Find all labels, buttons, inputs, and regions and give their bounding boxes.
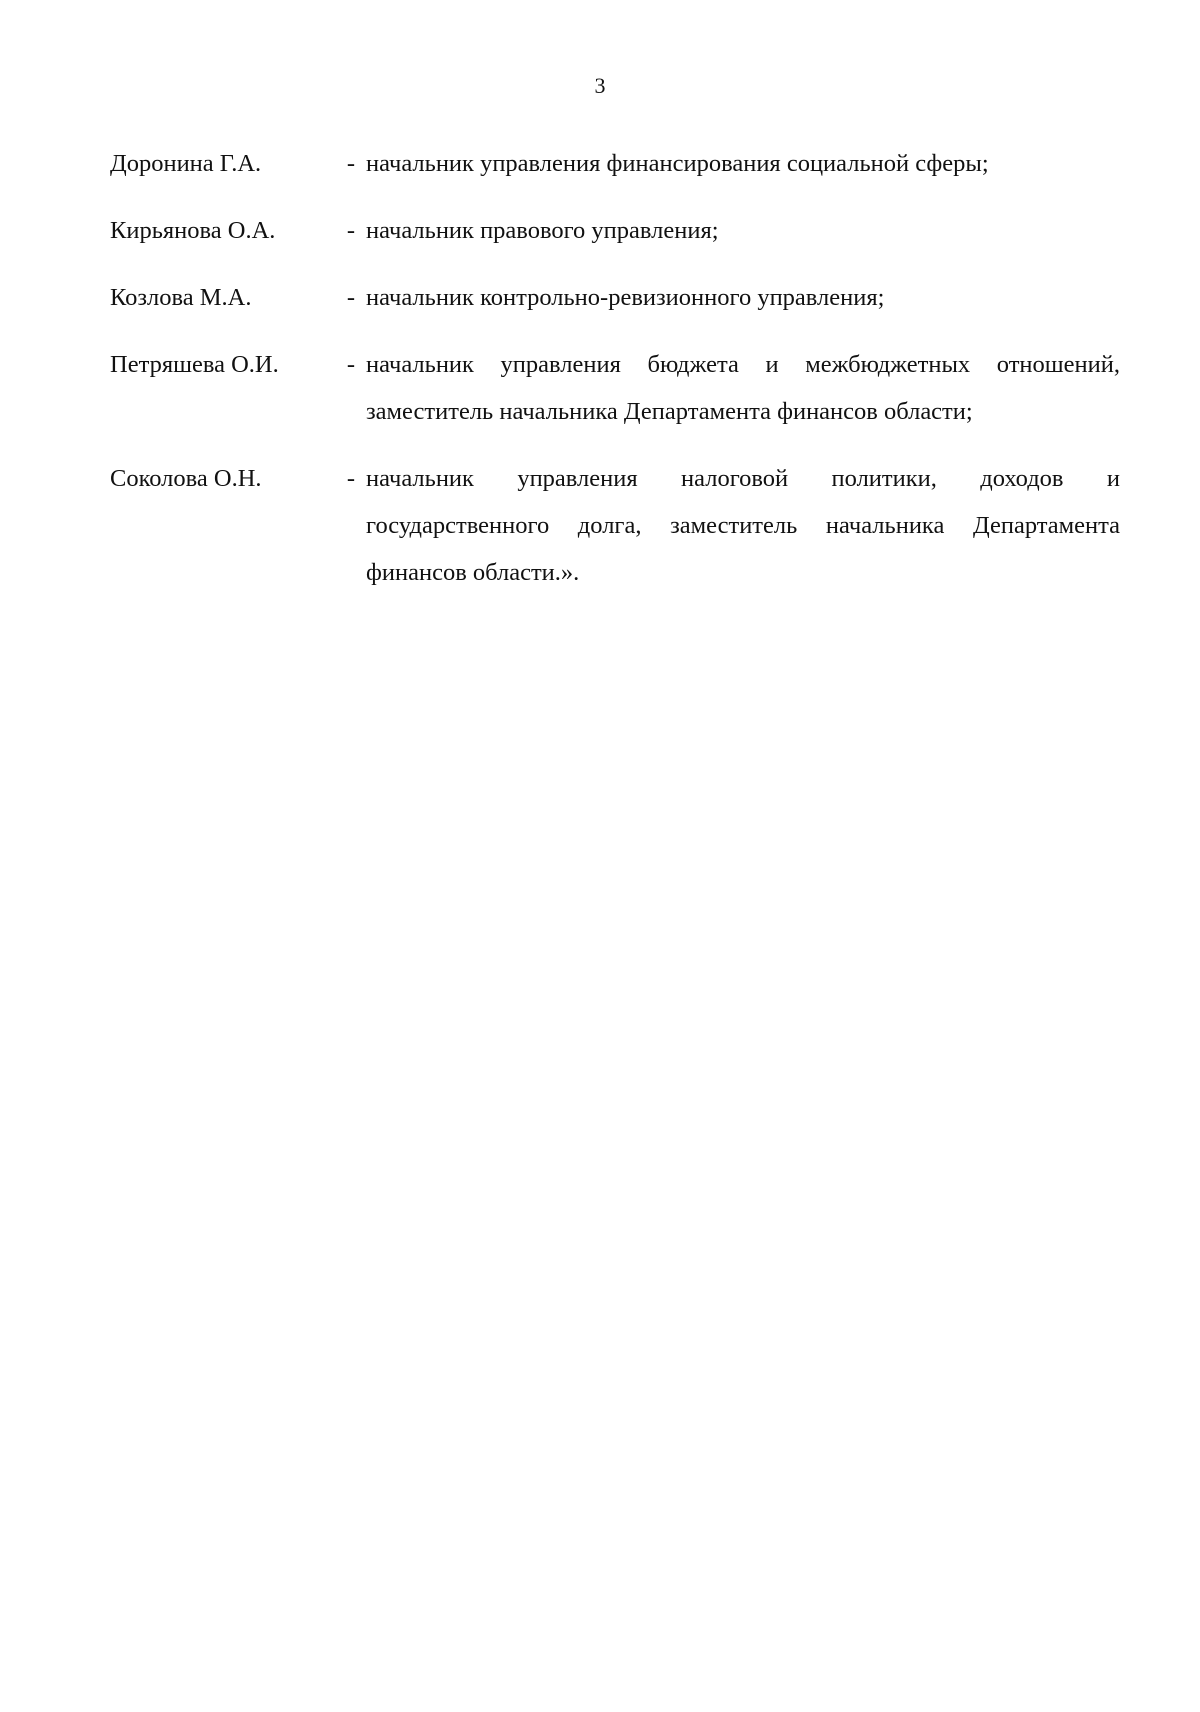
separator-dash: -: [346, 217, 356, 244]
separator-dash: -: [346, 150, 356, 177]
staff-name: Соколова О.Н.: [110, 465, 262, 492]
page-number: 3: [594, 73, 606, 98]
staff-position: начальник управления бюджета и межбюджетных отношений, заместитель начальника Департамента финансов области;: [366, 351, 1120, 425]
staff-position: начальник контрольно-ревизионного управления;: [366, 284, 885, 311]
staff-entry: [110, 140, 1120, 187]
staff-entry: [110, 341, 1120, 435]
staff-name: Доронина Г.А.: [110, 150, 262, 177]
staff-position: начальник правового управления;: [366, 217, 719, 244]
staff-name: Петряшева О.И.: [110, 351, 279, 378]
separator-dash: -: [346, 284, 356, 311]
separator-dash: -: [346, 351, 356, 378]
staff-list: [110, 140, 1120, 596]
staff-entry: [110, 207, 1120, 254]
staff-entry: [110, 274, 1120, 321]
staff-name: Кирьянова О.А.: [110, 217, 276, 244]
staff-entry: [110, 455, 1120, 596]
separator-dash: -: [346, 465, 356, 492]
staff-position: начальник управления налоговой политики, доходов и государственного долга, заместитель начальника Департамента финансов области.».: [366, 465, 1120, 586]
staff-position: начальник управления финансирования социальной сферы;: [366, 150, 989, 177]
staff-name: Козлова М.А.: [110, 284, 252, 311]
